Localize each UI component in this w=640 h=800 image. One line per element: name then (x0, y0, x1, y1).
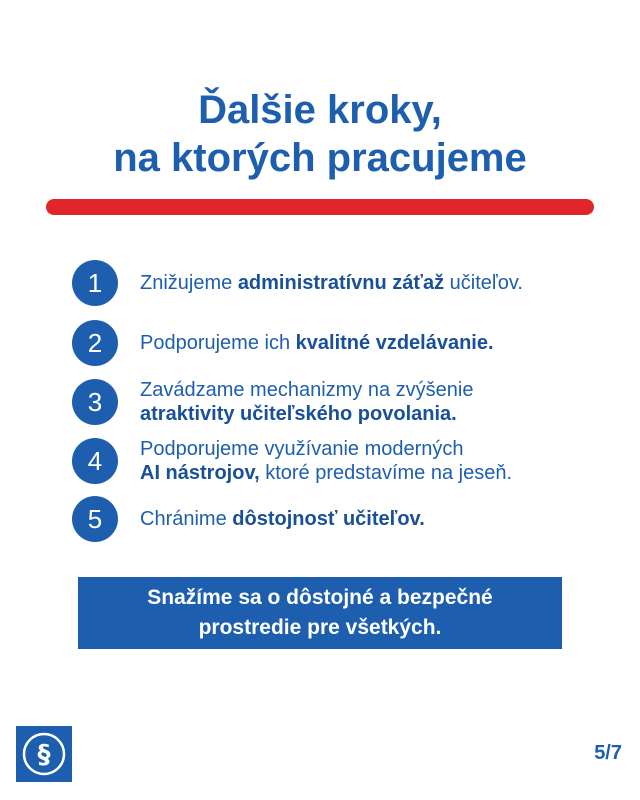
step-4 (72, 437, 602, 485)
step-text: Zavádzame mechanizmy na zvýšenie atraktivity učiteľského povolania. (140, 379, 474, 425)
step-2 (72, 320, 602, 366)
step-number-badge: 3 (72, 379, 118, 425)
step-3 (72, 378, 602, 426)
step-number-badge: 2 (72, 320, 118, 366)
callout-line-1: Snažíme sa o dôstojné a bezpečné (147, 586, 493, 609)
step-text: Chránime dôstojnosť učiteľov. (140, 508, 425, 530)
step-text: Podporujeme ich kvalitné vzdelávanie. (140, 332, 494, 354)
step-text: Znižujeme administratívnu záťaž učiteľov. (140, 272, 523, 294)
step-number-badge: 5 (72, 496, 118, 542)
title-line-1: Ďalšie kroky, (198, 88, 442, 132)
page-title (0, 86, 640, 182)
red-divider (46, 199, 594, 215)
callout-line-2: prostredie pre všetkých. (198, 616, 442, 639)
step-5 (72, 496, 602, 542)
step-number-badge: 1 (72, 260, 118, 306)
page-indicator: 5/7 (594, 742, 622, 764)
svg-text:§: § (37, 740, 51, 770)
section-sign-logo (16, 726, 72, 782)
title-line-2: na ktorých pracujeme (113, 136, 527, 180)
step-number-badge: 4 (72, 438, 118, 484)
section-sign-icon (21, 731, 67, 777)
step-text: Podporujeme využívanie moderných AI nástrojov, ktoré predstavíme na jeseň. (140, 438, 513, 484)
callout-banner (78, 577, 562, 649)
step-1 (72, 260, 602, 306)
